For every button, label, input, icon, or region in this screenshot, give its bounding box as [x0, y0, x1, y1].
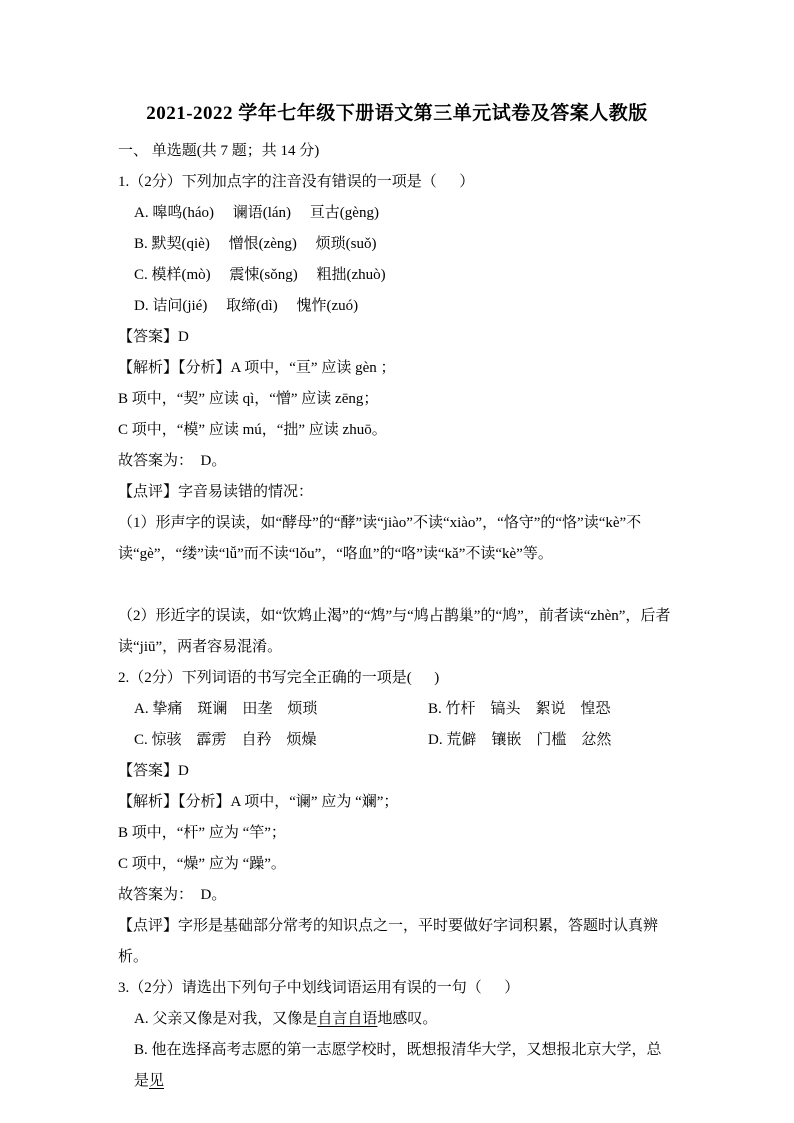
- question-1-option-c: C. 模样(mò) 震悚(sǒng) 粗拙(zhuò): [134, 267, 386, 283]
- question-1-analysis-line-2: B 项中，“契” 应读 qì，“憎” 应读 zēng；: [118, 391, 379, 407]
- question-1-comment-point-2: （2）形近字的误读，如“饮鸩止渴”的“鸩”与“鸠占鹊巢”的“鸠”，前者读“zhèn”，后者读“jiū”，两者容易混淆。: [118, 608, 671, 655]
- question-2-analysis-line-1: 【解析】【分析】A 项中，“谰” 应为 “斓”；: [118, 794, 399, 810]
- question-3-option-b-label: B.: [134, 1042, 152, 1058]
- page-title: 2021-2022 学年七年级下册语文第三单元试卷及答案人教版: [146, 103, 648, 124]
- question-1-option-d: D. 诘问(jié) 取缔(dì) 愧怍(zuó): [134, 298, 359, 314]
- question-3-option-b-underlined-word: 见: [149, 1073, 165, 1089]
- question-3-stem: 3.（2分）请选出下列句子中划线词语运用有误的一句（ ）: [118, 980, 520, 996]
- question-3-option-a-post: 地感叹。: [377, 1011, 438, 1027]
- question-1-answer: 【答案】D: [118, 329, 189, 345]
- question-1-option-b: B. 默契(qiè) 憎恨(zèng) 烦琐(suǒ): [134, 236, 377, 252]
- section-heading: 一、 单选题(共 7 题；共 14 分): [118, 143, 320, 159]
- question-3-option-a-pre: 父亲又像是对我，又像是: [152, 1011, 318, 1027]
- question-2-stem: 2.（2分）下列词语的书写完全正确的一项是( ): [118, 670, 440, 686]
- question-2-options-row-1: [118, 694, 676, 725]
- question-2-option-c: C. 惊骇 霹雳 自矜 烦燥: [134, 732, 317, 748]
- question-3-option-b: [118, 1035, 676, 1097]
- blank-line: [118, 570, 676, 601]
- question-1-option-a: A. 嗥鸣(háo) 谰语(lán) 亘古(gèng): [134, 205, 379, 221]
- question-1-analysis-line-3: C 项中，“模” 应读 mú，“拙” 应读 zhuō。: [118, 422, 387, 438]
- question-3-option-b-pre: 他在选择高考志愿的第一志愿学校时，既想报清华大学，又想报北京大学，总是: [134, 1042, 662, 1089]
- question-2-analysis-conclusion: 故答案为： D。: [118, 887, 227, 903]
- question-1-comment-heading: 【点评】字音易读错的情况：: [118, 484, 314, 500]
- question-1-stem: 1.（2分）下列加点字的注音没有错误的一项是（ ）: [118, 174, 475, 190]
- question-2-option-d: D. 荒僻 镶嵌 门槛 忿然: [428, 732, 612, 748]
- question-3-option-a-label: A.: [134, 1011, 153, 1027]
- question-1-analysis-line-1: 【解析】【分析】A 项中，“亘” 应读 gèn ；: [118, 360, 396, 376]
- question-2-option-b: B. 竹杆 镐头 絮说 惶恐: [428, 701, 611, 717]
- question-2-answer: 【答案】D: [118, 763, 189, 779]
- question-3-option-a: [118, 1004, 676, 1035]
- question-2-option-a: A. 挚痛 斑谰 田垄 烦琐: [134, 701, 318, 717]
- question-3-option-a-underlined-word: 自言自语: [317, 1011, 378, 1027]
- question-2-analysis-line-3: C 项中，“燥” 应为 “躁”。: [118, 856, 286, 872]
- question-1-analysis-conclusion: 故答案为： D。: [118, 453, 227, 469]
- question-2-analysis-line-2: B 项中，“杆” 应为 “竿”；: [118, 825, 286, 841]
- question-1-comment-point-1: （1）形声字的误读，如“酵母”的“酵”读“jiào”不读“xiào”，“恪守”的“恪”读“kè”不读“gè”，“缕”读“lǚ”而不读“lǒu”，“咯血”的“咯”读“kǎ”不读“kè”等。: [118, 515, 642, 562]
- question-2-options-row-2: [118, 725, 676, 756]
- question-2-comment: 【点评】字形是基础部分常考的知识点之一，平时要做好字词积累，答题时认真辨析。: [118, 918, 659, 965]
